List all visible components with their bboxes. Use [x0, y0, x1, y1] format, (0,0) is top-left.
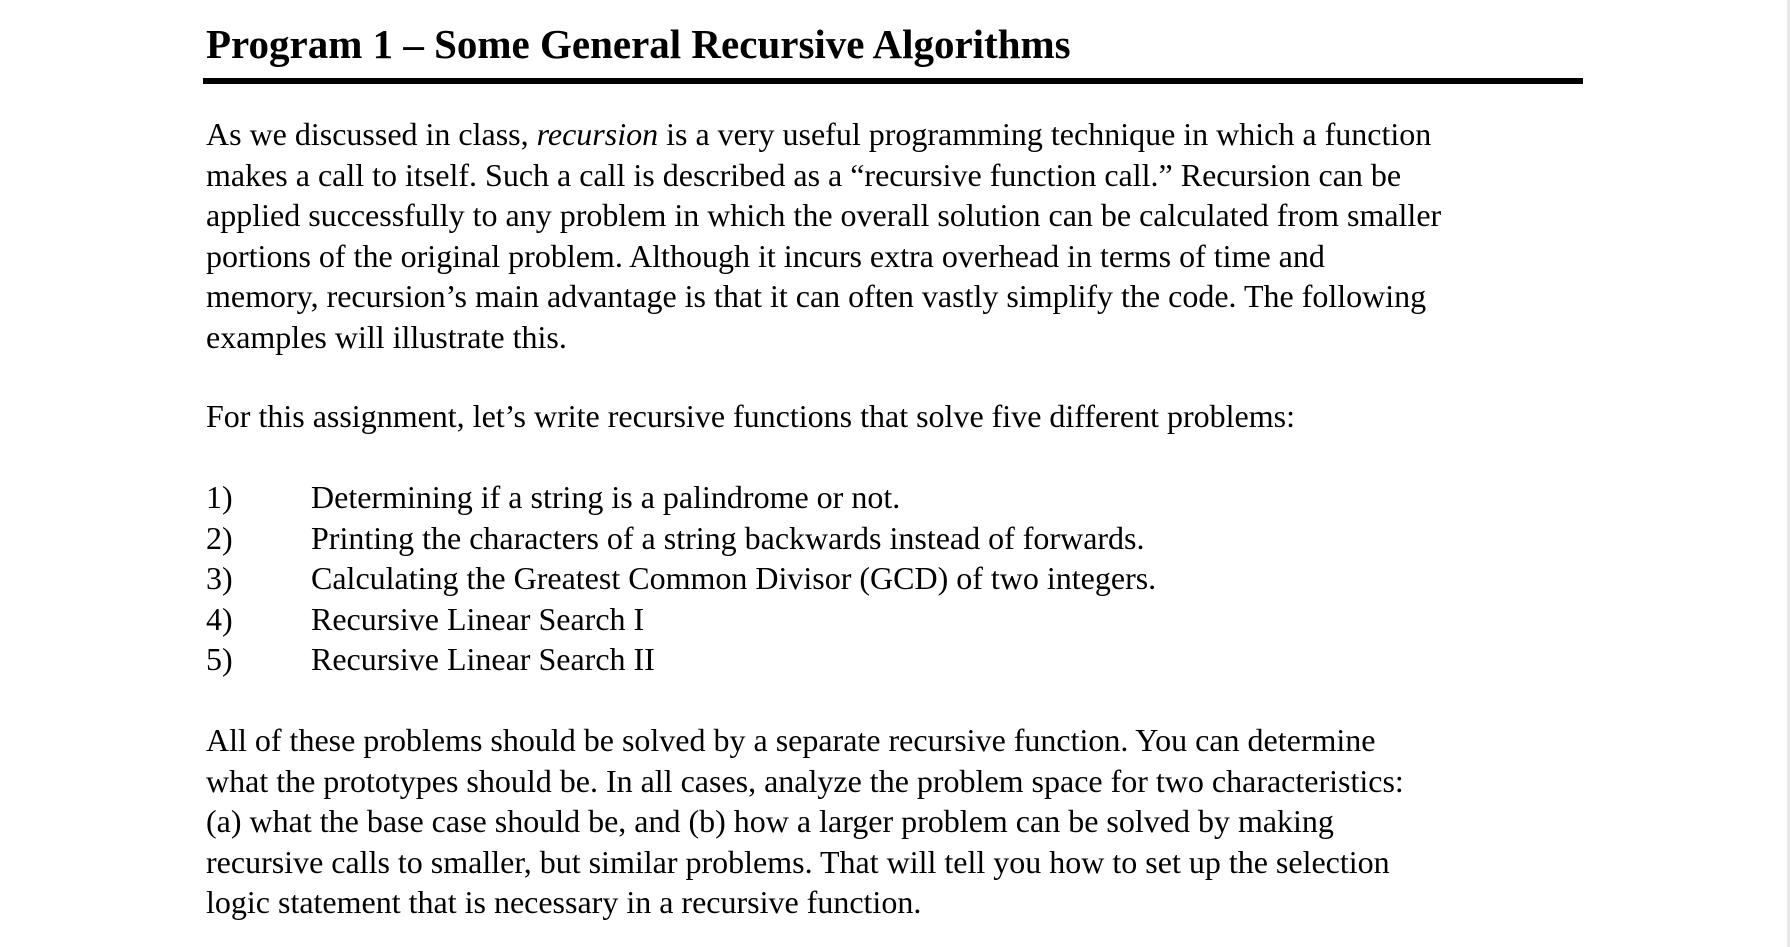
paragraph-line: applied successfully to any problem in which the overall solution can be calculated from smaller: [206, 197, 1442, 233]
list-item-number: 2): [206, 519, 233, 556]
paragraph-line: recursive calls to smaller, but similar problems. That will tell you how to set up the selection: [206, 843, 1390, 880]
title-block: [203, 14, 1583, 84]
problem-list: [206, 477, 1156, 680]
list-item-text: Printing the characters of a string backwards instead of forwards.: [311, 519, 1145, 556]
list-item: [206, 558, 1156, 599]
paragraph-line: examples will illustrate this.: [206, 318, 567, 355]
paragraph-line: (a) what the base case should be, and (b) how a larger problem can be solved by making: [206, 803, 1334, 839]
paragraph-line: memory, recursion’s main advantage is that it can often vastly simplify the code. The following: [206, 278, 1427, 314]
list-item-number: 1): [206, 479, 233, 515]
list-item: [206, 639, 1156, 680]
intro-paragraph: [206, 114, 1596, 357]
list-item: [206, 477, 1156, 518]
list-item-number: 5): [206, 641, 233, 677]
list-item-text: Recursive Linear Search II: [311, 641, 655, 677]
paragraph-line: For this assignment, let’s write recursive functions that solve five different problems:: [206, 398, 1295, 434]
list-item-text: Determining if a string is a palindrome or not.: [311, 479, 901, 515]
page-title: Program 1 – Some General Recursive Algorithms: [206, 21, 1071, 67]
list-item-text: Recursive Linear Search I: [311, 600, 645, 637]
assignment-paragraph: [206, 396, 1596, 437]
approach-paragraph: [206, 720, 1596, 923]
list-item-number: 4): [206, 600, 233, 637]
title-underline: [203, 78, 1583, 84]
paragraph-line: logic statement that is necessary in a recursive function.: [206, 884, 922, 920]
list-item: [206, 518, 1156, 559]
list-item: [206, 599, 1156, 640]
list-item-text: Calculating the Greatest Common Divisor (GCD) of two integers.: [311, 560, 1157, 596]
paragraph-line: As we discussed in class, recursion is a very useful programming technique in which a function: [206, 116, 1432, 152]
paragraph-line: makes a call to itself. Such a call is described as a “recursive function call.” Recursion can be: [206, 156, 1402, 193]
list-item-number: 3): [206, 560, 233, 596]
emphasized-term: recursion: [536, 116, 659, 152]
paragraph-line: All of these problems should be solved by a separate recursive function. You can determine: [206, 722, 1376, 758]
paragraph-line: portions of the original problem. Although it incurs extra overhead in terms of time and: [206, 237, 1325, 274]
paragraph-line: what the prototypes should be. In all cases, analyze the problem space for two characteristics:: [206, 762, 1404, 799]
